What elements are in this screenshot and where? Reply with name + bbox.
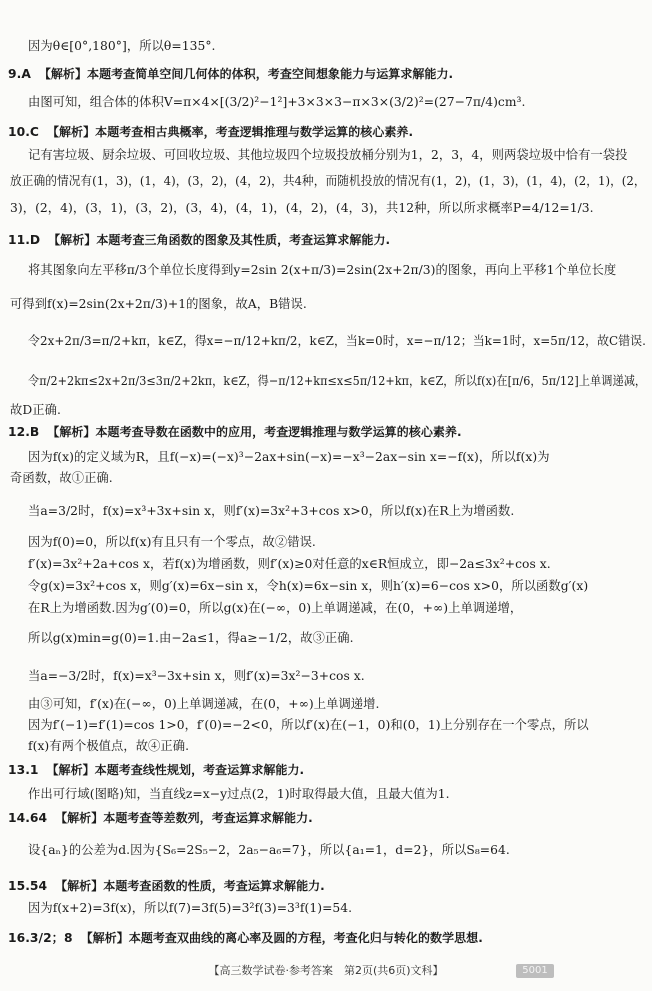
text-line: 设{aₙ}的公差为d.因为{S₆=2S₅−2，2a₅−a₆=7}，所以{a₁=1，d=2}，所以S₈=64. [28, 843, 510, 857]
text-line: f(x)有两个极值点，故④正确. [28, 739, 190, 753]
text-line: 作出可行域(图略)知，当直线z=x−y过点(2，1)时取得最大值，且最大值为1. [28, 787, 450, 801]
text-line: 由③可知，f′(x)在(−∞，0)上单调递减，在(0，+∞)上单调递增. [28, 697, 380, 711]
text-line: 由图可知，组合体的体积V=π×4×[(3/2)²−1²]+3×3×3−π×3×(3/2)²=(27−7π/4)cm³. [28, 95, 526, 109]
question-heading: 【解析】本题考查函数的性质，考查运算求解能力. [55, 879, 325, 893]
page-code-badge: 5001 [516, 964, 554, 978]
text-line: 记有害垃圾、厨余垃圾、可回收垃圾、其他垃圾四个垃圾投放桶分别为1，2，3，4，则两袋垃圾中恰有一袋投 [28, 148, 628, 162]
question-number: 10.C [8, 125, 40, 139]
text-line: f′(x)=3x²+2a+cos x，若f(x)为增函数，则f′(x)≥0对任意的x∈R恒成立，即−2a≤3x²+cos x. [28, 557, 551, 571]
question-number: 12.B [8, 425, 40, 439]
text-line: 当a=3/2时，f(x)=x³+3x+sin x，则f′(x)=3x²+3+cos x>0，所以f(x)在R上为增函数. [28, 504, 515, 518]
question-14 [8, 810, 313, 826]
question-number: 13.1 [8, 763, 39, 777]
question-10 [8, 124, 413, 140]
text-line: 在R上为增函数.因为g′(0)=0，所以g(x)在(−∞，0)上单调递减，在(0，+∞)上单调递增， [28, 601, 523, 615]
question-number: 16.3/2；8 [8, 931, 73, 945]
question-16 [8, 930, 483, 946]
text-line: 将其图象向左平移π/3个单位长度得到y=2sin 2(x+π/3)=2sin(2x+2π/3)的图象，再向上平移1个单位长度 [28, 263, 617, 277]
text-line: 因为f(x+2)=3f(x)，所以f(7)=3f(5)=3²f(3)=3³f(1)=54. [28, 901, 353, 915]
text-line: 因为f(0)=0，所以f(x)有且只有一个零点，故②错误. [28, 535, 316, 549]
question-number: 15.54 [8, 879, 48, 893]
question-heading: 【解析】本题考查等差数列，考查运算求解能力. [55, 811, 313, 825]
question-number: 14.64 [8, 811, 48, 825]
page-footer: 【高三数学试卷·参考答案 第2页(共6页)文科】 [208, 964, 444, 977]
question-heading: 【解析】本题考查导数在函数中的应用，考查逻辑推理与数学运算的核心素养. [47, 425, 462, 439]
question-13 [8, 762, 304, 778]
text-line: 令2x+2π/3=π/2+kπ，k∈Z，得x=−π/12+kπ/2，k∈Z，当k=0时，x=−π/12；当k=1时，x=5π/12，故C错误. [28, 334, 646, 348]
question-number: 11.D [8, 233, 41, 247]
text-line: 3)，(2，4)，(3，1)，(3，2)，(3，4)，(4，1)，(4，2)，(4，3)，共12种，所以所求概率P=4/12=1/3. [10, 201, 594, 215]
question-9 [8, 66, 453, 82]
text-line: 放正确的情况有(1，3)，(1，4)，(3，2)，(4，2)，共4种，而随机投放的情况有(1，2)，(1，3)，(1，4)，(2，1)，(2， [10, 174, 646, 188]
question-heading: 【解析】本题考查线性规划，考查运算求解能力. [46, 763, 305, 777]
text-line: 故D正确. [10, 403, 61, 417]
text-line: 奇函数，故①正确. [10, 471, 113, 485]
text-line: 所以g(x)min=g(0)=1.由−2a≤1，得a≥−1/2，故③正确. [28, 631, 354, 645]
text-line: 因为f(x)的定义域为R，且f(−x)=(−x)³−2ax+sin(−x)=−x³−2ax−sin x=−f(x)，所以f(x)为 [28, 450, 550, 464]
text-line: 可得到f(x)=2sin(2x+2π/3)+1的图象，故A，B错误. [10, 297, 307, 311]
question-11 [8, 232, 390, 248]
question-12 [8, 424, 462, 440]
question-heading: 【解析】本题考查相古典概率，考查逻辑推理与数学运算的核心素养. [46, 125, 414, 139]
text-line: 因为θ∈[0°,180°]，所以θ=135°. [28, 39, 216, 53]
question-number: 9.A [8, 67, 31, 81]
text-line: 令π/2+2kπ≤2x+2π/3≤3π/2+2kπ，k∈Z，得−π/12+kπ≤x≤5π/12+kπ，k∈Z，所以f(x)在[π/6，5π/12]上单调递减， [28, 374, 647, 388]
question-heading: 【解析】本题考查三角函数的图象及其性质，考查运算求解能力. [48, 233, 391, 247]
question-15 [8, 878, 325, 894]
text-line: 当a=−3/2时，f(x)=x³−3x+sin x，则f′(x)=3x²−3+cos x. [28, 669, 365, 683]
text-line: 令g(x)=3x²+cos x，则g′(x)=6x−sin x，令h(x)=6x−sin x，则h′(x)=6−cos x>0，所以函数g′(x) [28, 579, 589, 593]
question-heading: 【解析】本题考查双曲线的离心率及圆的方程，考查化归与转化的数学思想. [80, 931, 483, 945]
question-heading: 【解析】本题考查简单空间几何体的体积，考查空间想象能力与运算求解能力. [38, 67, 454, 81]
text-line: 因为f′(−1)=f′(1)=cos 1>0，f′(0)=−2<0，所以f′(x)在(−1，0)和(0，1)上分别存在一个零点，所以 [28, 718, 589, 732]
